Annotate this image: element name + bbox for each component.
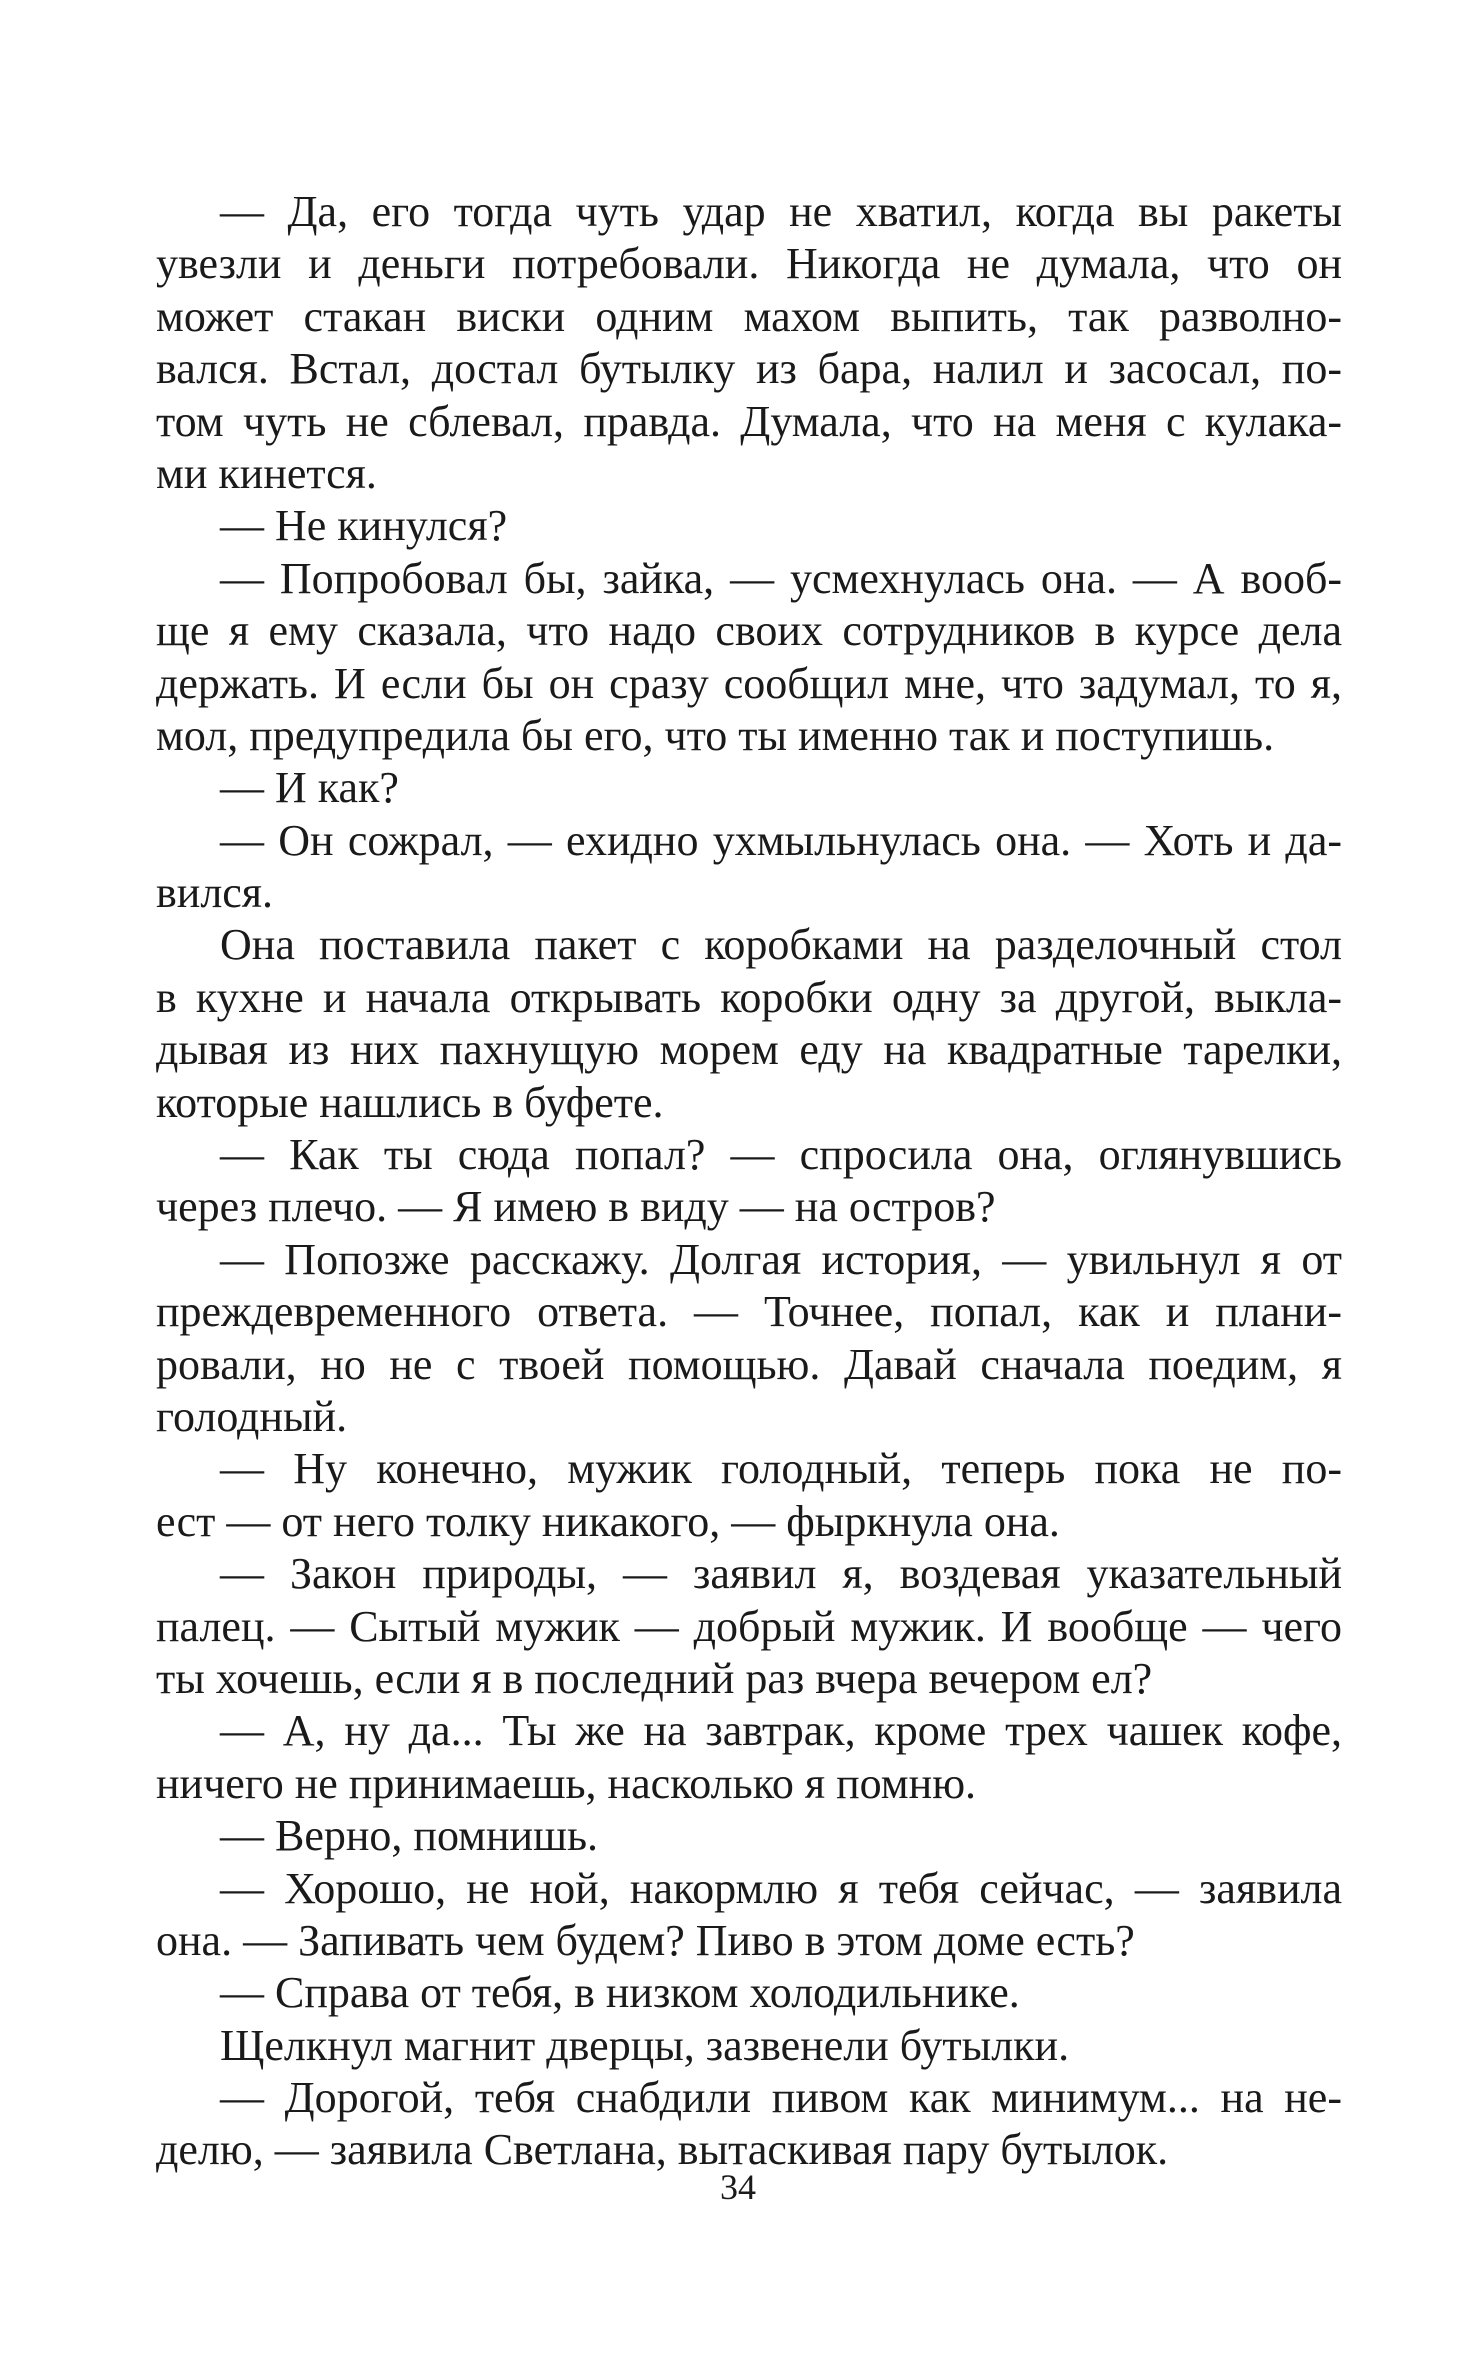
paragraph: [156, 762, 1342, 814]
text-line: — Не кинулся?: [220, 501, 508, 551]
paragraph: [156, 1967, 1342, 2019]
text-line: она. — Запивать чем будем? Пиво в этом доме есть?: [156, 1915, 1135, 1965]
paragraph: [156, 1705, 1342, 1810]
text-line: — Попозже расскажу. Долгая история, — увильнул я от: [220, 1234, 1342, 1284]
text-line: ничего не принимаешь, насколько я помню.: [156, 1758, 977, 1808]
text-line: Она поставила пакет с коробками на разделочный стол: [220, 920, 1342, 970]
paragraph: [156, 186, 1342, 500]
paragraph: [156, 1443, 1342, 1548]
text-line: — Он сожрал, — ехидно ухмыльнулась она. — Хоть и да-: [220, 815, 1342, 865]
text-line: увезли и деньги потребовали. Никогда не думала, что он: [156, 239, 1342, 289]
text-line: ми кинется.: [156, 448, 377, 498]
paragraph: [156, 2072, 1342, 2177]
text-line: держать. И если бы он сразу сообщил мне, что задумал, то я,: [156, 658, 1342, 708]
text-line: дывая из них пахнущую морем еду на квадратные тарелки,: [156, 1025, 1342, 1075]
text-line: вался. Встал, достал бутылку из бара, налил и засосал, по-: [156, 344, 1342, 394]
text-line: мол, предупредила бы его, что ты именно так и поступишь.: [156, 710, 1275, 760]
paragraph: [156, 1810, 1342, 1862]
text-line: Щелкнул магнит дверцы, зазвенели бутылки.: [220, 2020, 1070, 2070]
body-text: [156, 186, 1342, 2177]
page-number: 34: [720, 2167, 756, 2207]
text-line: вился.: [156, 868, 274, 918]
paragraph: [156, 1234, 1342, 1444]
text-line: которые нашлись в буфете.: [156, 1077, 664, 1127]
text-line: — Дорогой, тебя снабдили пивом как минимум... на не-: [220, 2073, 1342, 2123]
paragraph: [156, 815, 1342, 920]
text-line: — А, ну да... Ты же на завтрак, кроме трех чашек кофе,: [220, 1706, 1342, 1756]
paragraph: [156, 2020, 1342, 2072]
paragraph: [156, 1548, 1342, 1705]
text-line: — Попробовал бы, зайка, — усмехнулась она. — А вооб-: [220, 553, 1342, 603]
text-line: в кухне и начала открывать коробки одну за другой, выкла-: [156, 972, 1342, 1022]
text-line: — Верно, помнишь.: [220, 1811, 599, 1861]
paragraph: [156, 1129, 1342, 1234]
text-line: — Ну конечно, мужик голодный, теперь пока не по-: [220, 1444, 1342, 1494]
text-line: через плечо. — Я имею в виду — на остров?: [156, 1182, 996, 1232]
text-line: — И как?: [220, 763, 399, 813]
text-line: — Хорошо, не ной, накормлю я тебя сейчас, — заявила: [220, 1863, 1342, 1913]
text-line: ты хочешь, если я в последний раз вчера вечером ел?: [156, 1653, 1153, 1703]
text-line: делю, — заявила Светлана, вытаскивая пару бутылок.: [156, 2125, 1169, 2175]
text-line: голодный.: [156, 1391, 348, 1441]
text-line: ест — от него толку никакого, — фыркнула она.: [156, 1496, 1060, 1546]
text-line: — Закон природы, — заявил я, воздевая указательный: [220, 1549, 1342, 1599]
text-line: — Да, его тогда чуть удар не хватил, когда вы ракеты: [220, 187, 1342, 236]
text-line: преждевременного ответа. — Точнее, попал, как и плани-: [156, 1287, 1342, 1337]
paragraph: [156, 500, 1342, 552]
paragraph: [156, 919, 1342, 1129]
paragraph: [156, 1863, 1342, 1968]
text-line: ще я ему сказала, что надо своих сотрудников в курсе дела: [156, 606, 1342, 656]
text-line: ровали, но не с твоей помощью. Давай сначала поедим, я: [156, 1339, 1342, 1389]
text-line: том чуть не сблевал, правда. Думала, что на меня с кулака-: [156, 396, 1342, 446]
paragraph: [156, 553, 1342, 763]
text-line: — Справа от тебя, в низком холодильнике.: [220, 1968, 1020, 2018]
text-line: может стакан виски одним махом выпить, так разволно-: [156, 291, 1342, 341]
text-line: — Как ты сюда попал? — спросила она, оглянувшись: [220, 1130, 1342, 1180]
text-line: палец. — Сытый мужик — добрый мужик. И вообще — чего: [156, 1601, 1342, 1651]
